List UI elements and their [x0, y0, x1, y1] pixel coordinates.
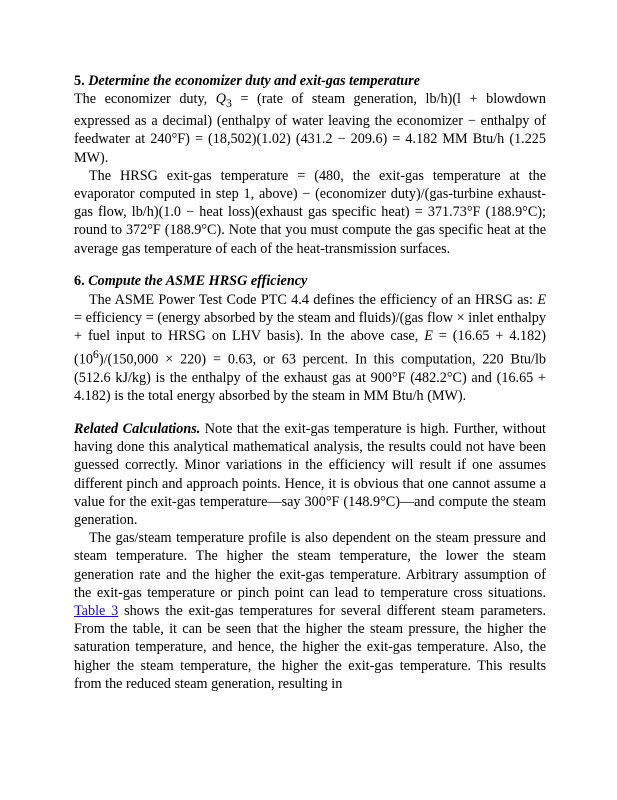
step5-number: 5.	[74, 73, 85, 89]
related-calculations-paragraph-1: Related Calculations. Note that the exit-gas temperature is high. Further, without having done this analytical mathematical analysis, the results could not have been guessed correctly. Minor variations in the efficiency will result if one assumes different pinch and approach points. Hence, it is obvious that one cannot assume a value for the exit-gas temperature—say 300°F (148.9°C)—and compute the steam generation.	[74, 421, 546, 529]
step6-paragraph-1: The ASME Power Test Code PTC 4.4 defines the efficiency of an HRSG as: E = efficiency = (energy absorbed by the steam and fluids)/(gas flow × inlet enthalpy + fuel input to HRSG on LHV basis). In the above case, $E = (16.65 + 4.182)(10^6)/(150,000 \times 220) = 0.63$, or 63 percent. In this computation, 220 Btu/lb (512.6 kJ/kg) is the enthalpy of the exhaust gas at 900°F (482.2°C) and (16.65 + 4.182) is the total energy absorbed by the steam in MM Btu/h (MW).	[74, 291, 547, 405]
step6-title: Compute the ASME HRSG efficiency	[88, 273, 308, 290]
step6-heading	[74, 272, 546, 290]
q-subscript: 3	[225, 96, 232, 111]
step5-title: Determine the economizer duty and exit-gas temperature	[88, 73, 420, 89]
step5-paragraph-2: The HRSG exit-gas temperature = (480, the exit-gas temperature at the evaporator computed in step 1, above) − (economizer duty)/(gas-turbine exhaust-gas flow, lb/h)(1.0 − heat loss)(exhaust gas specific heat) = 371.73°F (188.9°C); round to 372°F (188.9°C). Note that you must compute the gas specific heat at the average gas temperature of each of the heat-transmission surfaces.	[74, 167, 546, 257]
document-page	[74, 72, 546, 693]
q-symbol: Q	[215, 91, 226, 108]
e-symbol: E	[537, 291, 546, 308]
step5-heading	[74, 72, 546, 90]
step5-paragraph-1: The economizer duty, $Q_3$ = (rate of steam generation, lb/h)(l + blowdown expressed as a decimal) (enthalpy of water leaving the economizer − enthalpy of feedwater at 240°F) = (18,502)(1.02) (431.2 − 209.6) = 4.182 MM Btu/h (1.225 MW).	[74, 91, 546, 166]
related-calculations-paragraph-2: The gas/steam temperature profile is also dependent on the steam pressure and steam temperature. The higher the steam temperature, the lower the steam generation rate and the higher the exit-gas temperature. Arbitrary assumption of the exit-gas temperature or pinch point can lead to temperature cross situations. Table 3 shows the exit-gas temperatures for several different steam parameters. From the table, it can be seen that the higher the steam pressure, the higher the saturation temperature, and hence, the higher the exit-gas temperature. Also, the higher the steam temperature, the higher the exit-gas temperature. This results from the reduced steam generation, resulting in	[74, 530, 546, 692]
table-3-link[interactable]: Table 3	[74, 603, 119, 620]
step6-number: 6.	[74, 273, 85, 290]
exponent: 6	[92, 347, 99, 362]
e-symbol-2: E	[424, 327, 433, 344]
related-calculations-lead: Related Calculations.	[74, 421, 201, 438]
